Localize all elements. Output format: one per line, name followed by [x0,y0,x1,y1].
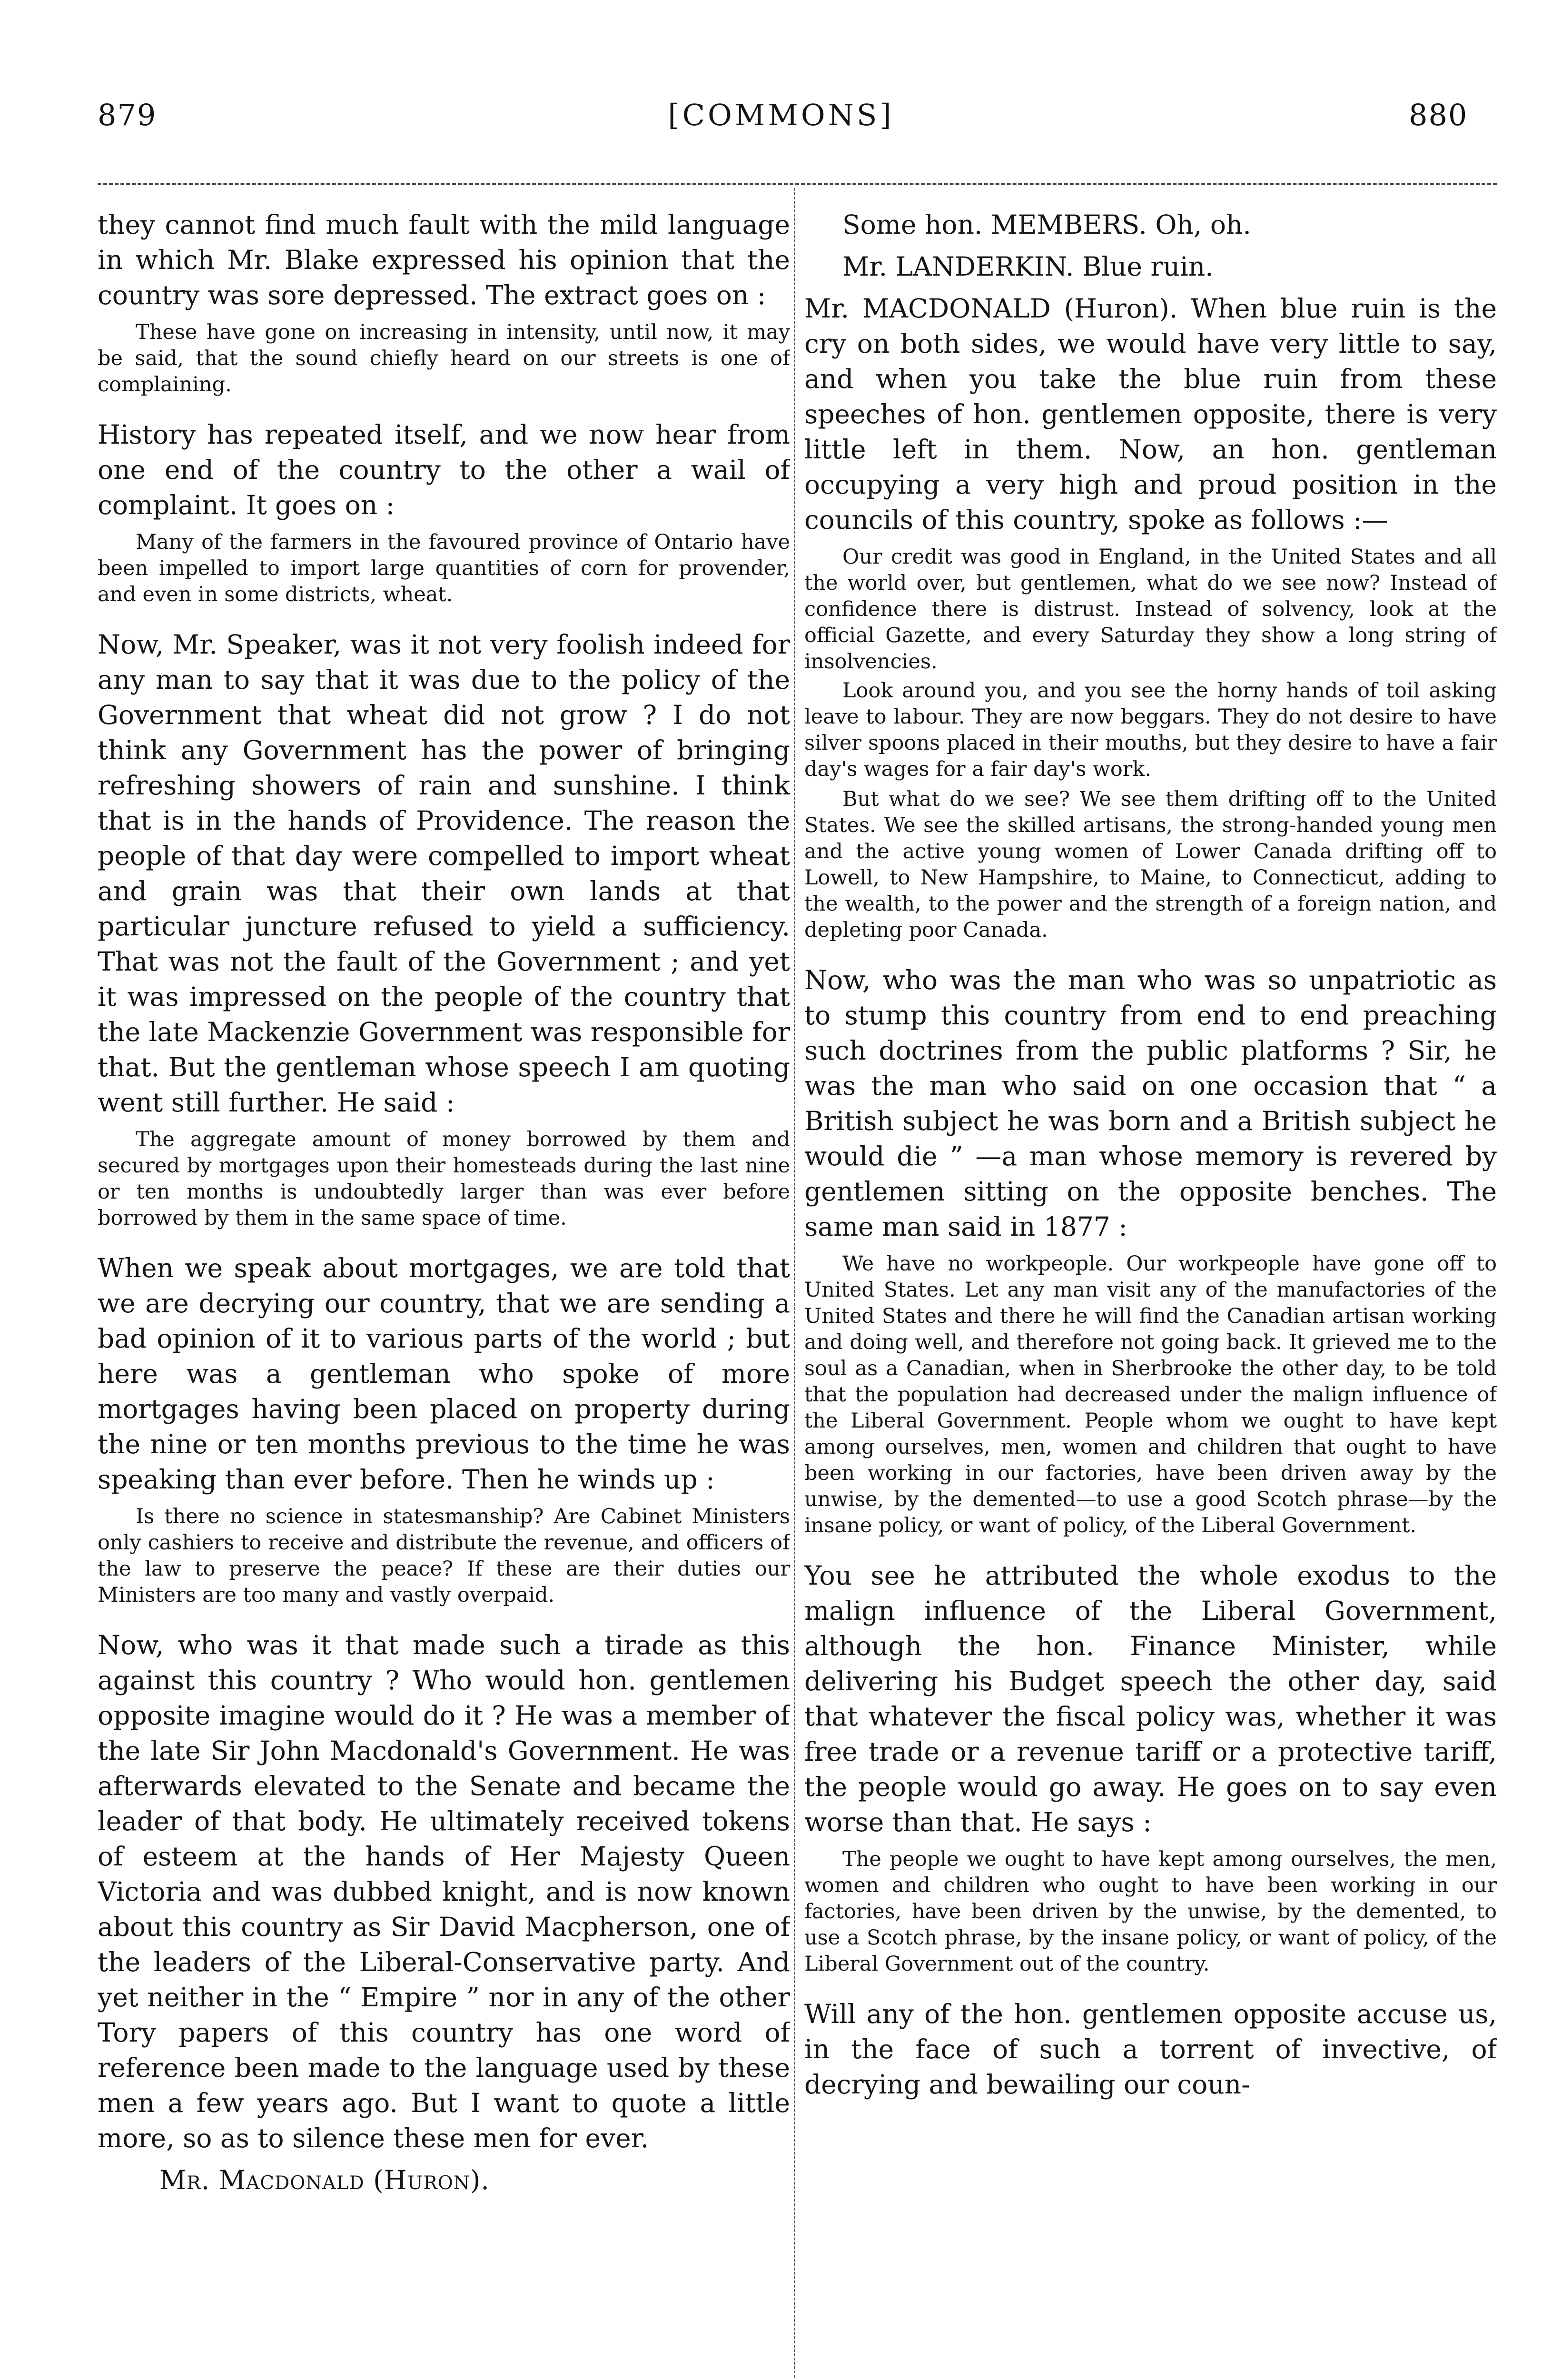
paragraph: Will any of the hon. gentlemen opposite accuse us, in the face of such a torrent of invective, of decrying and bewailing our coun- [804,1999,1497,2100]
column-divider [794,188,795,2378]
block-quote: These have gone on increasing in intensity, until now, it may be said, that the sound chiefly heard on our streets is one of complaining. [98,320,790,397]
speaker-line: Mr. LANDERKIN. Blue ruin. [842,251,1214,282]
speaker-attribution: Mr. Macdonald (Huron). [159,2165,490,2195]
section-title: [COMMONS] [668,98,894,132]
block-quote: Our credit was good in England, in the United States and all the world over, but gentlemen, what do we see now? Instead of confidence there is distrust. Instead of solvency, look at the official Gazette, and every Saturday they show a long string of insolvencies. [804,545,1497,674]
block-quote: But what do we see? We see them drifting off to the United States. We see the skilled artisans, the strong-handed young men and the active young women of Lower Canada drifting off to Lowell, to New Hampshire, to Maine, to Connecticut, adding to the wealth, to the power and the strength of a foreign nation, and depleting poor Canada. [804,787,1497,942]
block-quote: Look around you, and you see the horny hands of toil asking leave to labour. They are now beggars. They do not desire to have silver spoons placed in their mouths, but they desire to have a fair day's wages for a fair day's work. [804,679,1497,781]
paragraph: Now, who was the man who was so unpatriotic as to stump this country from end to end preaching such doctrines from the public platforms ? Sir, he was the man who said on one occasion that “ a British subject he was born and a British subject he would die ” —a man whose memory is revered by gentlemen sitting on the opposite benches. The same man said in 1877 : [804,965,1497,1242]
paragraph: Now, who was it that made such a tirade as this against this country ? Who would hon. gentlemen opposite imagine would do it ? He was a member of the late Sir John Macdonald's Government. He was afterwards elevated to the Senate and became the leader of that body. He ultimately received tokens of esteem at the hands of Her Majesty Queen Victoria and was dubbed knight, and is now known about this country as Sir David Macpherson, one of the leaders of the Liberal-Conservative party. And yet neither in the “ Empire ” nor in any of the other Tory papers of this country has one word of reference been made to the language used by these men a few years ago. But I want to quote a little more, so as to silence these men for ever. [98,1630,790,2153]
paragraph: History has repeated itself, and we now hear from one end of the country to the other a wail of complaint. It goes on : [98,419,790,520]
block-quote: The aggregate amount of money borrowed by them and secured by mortgages upon their homesteads during the last nine or ten months is undoubtedly larger than was ever before borrowed by them in the same space of time. [98,1128,790,1230]
paragraph: When we speak about mortgages, we are told that we are decrying our country, that we are sending a bad opinion of it to various parts of the world ; but here was a gentleman who spoke of more mortgages having been placed on property during the nine or ten months previous to the time he was speaking than ever before. Then he winds up : [98,1253,790,1495]
paragraph: Mr. MACDONALD (Huron). When blue ruin is the cry on both sides, we would have very little to say, and when you take the blue ruin from these speeches of hon. gentlemen opposite, there is very little left in them. Now, an hon. gentleman occupying a very high and proud position in the councils of this country, spoke as follows :— [804,293,1497,535]
header-rule [98,183,1497,185]
block-quote: Is there no science in statesmanship? Are Cabinet Ministers only cashiers to receive and distribute the revenue, and officers of the law to preserve the peace? If these are their duties our Ministers are too many and vastly overpaid. [98,1505,790,1607]
speaker-line: Some hon. MEMBERS. Oh, oh. [842,209,1251,240]
page-number-right: 880 [1409,98,1468,132]
paragraph: Now, Mr. Speaker, was it not very foolish indeed for any man to say that it was due to the policy of the Government that wheat did not grow ? I do not think any Government has the power of bringing refreshing showers of rain and sunshine. I think that is in the hands of Providence. The reason the people of that day were compelled to import wheat and grain was that their own lands at that particular juncture refused to yield a sufficiency. That was not the fault of the Government ; and yet it was impressed on the people of the country that the late Mackenzie Government was responsible for that. But the gentleman whose speech I am quoting went still further. He said : [98,629,790,1118]
left-column [98,207,790,2380]
page-number-left: 879 [98,98,157,132]
block-quote: We have no workpeople. Our workpeople have gone off to United States. Let any man visit any of the manufactories of the United States and there he will find the Canadian artisan working and doing well, and therefore not going back. It grieved me to the soul as a Canadian, when in Sherbrooke the other day, to be told that the population had decreased under the malign influence of the Liberal Government. People whom we ought to have kept among ourselves, men, women and children that ought to have been working in our factories, have been driven away by the unwise, by the demented—to use a good Scotch phrase—by the insane policy, or want of policy, of the Liberal Government. [804,1252,1497,1537]
right-column [804,207,1497,2380]
paragraph: You see he attributed the whole exodus to the malign influence of the Liberal Government, although the hon. Finance Minister, while delivering his Budget speech the other day, said that whatever the fiscal policy was, whether it was free trade or a revenue tariff or a protective tariff, the people would go away. He goes on to say even worse than that. He says : [804,1560,1497,1837]
paragraph: they cannot find much fault with the mild language in which Mr. Blake expressed his opinion that the country was sore depressed. The extract goes on : [98,209,790,310]
page-header [0,0,1562,143]
block-quote: Many of the farmers in the favoured province of Ontario have been impelled to import large quantities of corn for provender, and even in some districts, wheat. [98,530,790,606]
block-quote: The people we ought to have kept among ourselves, the men, women and children who ought to have been working in our factories, have been driven by the unwise, by the demented, to use a Scotch phrase, by the insane policy, or want of policy, of the Liberal Government out of the country. [804,1847,1497,1976]
